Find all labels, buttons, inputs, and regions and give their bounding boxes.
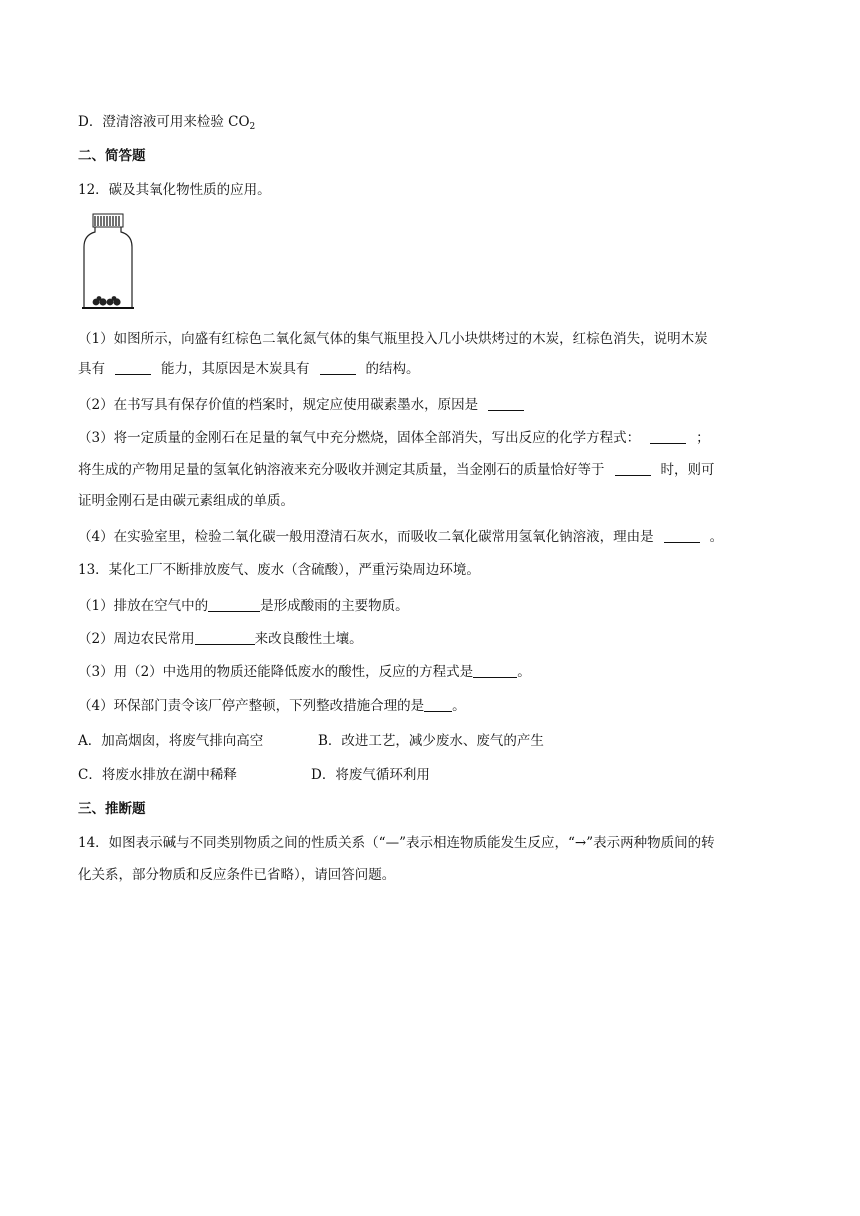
q12-part3-text-b: ； bbox=[696, 430, 710, 446]
q12-part3-line1 bbox=[78, 428, 710, 448]
q13-part3 bbox=[78, 662, 531, 682]
q13-part2-text-b: 来改良酸性土壤。 bbox=[254, 631, 363, 647]
q12-stem: 12．碳及其氧化物性质的应用。 bbox=[78, 182, 271, 198]
q12-part1-blank-2[interactable] bbox=[320, 360, 356, 375]
q12-part3-text-c: 将生成的产物用足量的氢氧化钠溶液来充分吸收并测定其质量，当金刚石的质量恰好等于 bbox=[78, 462, 605, 478]
q13-part3-text-a: （3）用（2）中选用的物质还能降低废水的酸性，反应的方程式是 bbox=[78, 664, 474, 680]
q12-part1-text-b: 能力，其原因是木炭具有 bbox=[161, 361, 310, 377]
q13-part2-blank[interactable] bbox=[195, 630, 255, 645]
q12-part3-text-a: （3）将一定质量的金刚石在足量的氧气中充分燃烧，固体全部消失，写出反应的化学方程式： bbox=[78, 430, 641, 446]
q13-option-a[interactable]: A．加高烟囱，将废气排向高空 bbox=[78, 733, 264, 749]
q12-part3-blank-1[interactable] bbox=[650, 429, 686, 444]
q12-part1-blank-1[interactable] bbox=[115, 360, 151, 375]
q12-part4-text-b: 。 bbox=[709, 529, 724, 545]
q13-part4-text-b: 。 bbox=[452, 698, 466, 714]
gas-bottle-figure bbox=[80, 213, 140, 309]
section-title-short-answer: 二、简答题 bbox=[78, 148, 146, 164]
q13-part1-text-b: 是形成酸雨的主要物质。 bbox=[260, 598, 409, 614]
q12-part1-line1: （1）如图所示，向盛有红棕色二氧化氮气体的集气瓶里投入几小块烘烤过的木炭，红棕色消失，说明木炭 bbox=[78, 331, 708, 347]
q13-option-b[interactable]: B．改进工艺，减少废水、废气的产生 bbox=[318, 733, 544, 749]
q11-option-d-text: D．澄清溶液可用来检验 CO bbox=[78, 114, 250, 130]
q12-part1-line2 bbox=[78, 359, 420, 379]
section-title-inference: 三、推断题 bbox=[78, 801, 146, 817]
q13-part1-blank[interactable] bbox=[208, 597, 260, 612]
q13-part4-text-a: （4）环保部门责令该厂停产整顿，下列整改措施合理的是 bbox=[78, 698, 425, 714]
q13-part1-text-a: （1）排放在空气中的 bbox=[78, 598, 209, 614]
q11-option-d bbox=[78, 112, 255, 137]
q13-part2 bbox=[78, 629, 363, 649]
q13-option-c[interactable]: C．将废水排放在湖中稀释 bbox=[78, 767, 237, 783]
q12-part4-text-a: （4）在实验室里，检验二氧化碳一般用澄清石灰水，而吸收二氧化碳常用氢氧化钠溶液，理由是 bbox=[78, 529, 654, 545]
q14-line2: 化关系，部分物质和反应条件已省略），请回答问题。 bbox=[78, 867, 396, 883]
q13-part3-blank[interactable] bbox=[473, 663, 517, 678]
q12-part3-blank-2[interactable] bbox=[615, 461, 651, 476]
q12-part1-text-c: 的结构。 bbox=[365, 361, 420, 377]
q11-option-d-subscript: 2 bbox=[249, 122, 256, 132]
q13-part2-text-a: （2）周边农民常用 bbox=[78, 631, 195, 647]
q13-part3-text-b: 。 bbox=[517, 664, 531, 680]
q12-part2-blank[interactable] bbox=[488, 396, 524, 411]
q13-stem: 13．某化工厂不断排放废气、废水（含硫酸），严重污染周边环境。 bbox=[78, 562, 480, 578]
q12-part3-text-d: 时，则可 bbox=[660, 462, 715, 478]
q14-line1: 14．如图表示碱与不同类别物质之间的性质关系（“—”表示相连物质能发生反应，“→”表示两种物质间的转 bbox=[78, 835, 715, 851]
q13-option-d[interactable]: D．将废气循环利用 bbox=[311, 767, 430, 783]
q12-part4 bbox=[78, 527, 723, 547]
q12-part2-text: （2）在书写具有保存价值的档案时，规定应使用碳素墨水，原因是 bbox=[78, 397, 479, 413]
q12-part2 bbox=[78, 395, 534, 415]
q13-part1 bbox=[78, 596, 409, 616]
q12-part1-text-a: 具有 bbox=[78, 361, 105, 377]
q12-part3-line3: 证明金刚石是由碳元素组成的单质。 bbox=[78, 493, 294, 509]
q12-part3-line2 bbox=[78, 460, 715, 480]
q13-part4 bbox=[78, 696, 466, 716]
q13-part4-blank[interactable] bbox=[424, 697, 452, 712]
q12-part4-blank[interactable] bbox=[664, 528, 700, 543]
